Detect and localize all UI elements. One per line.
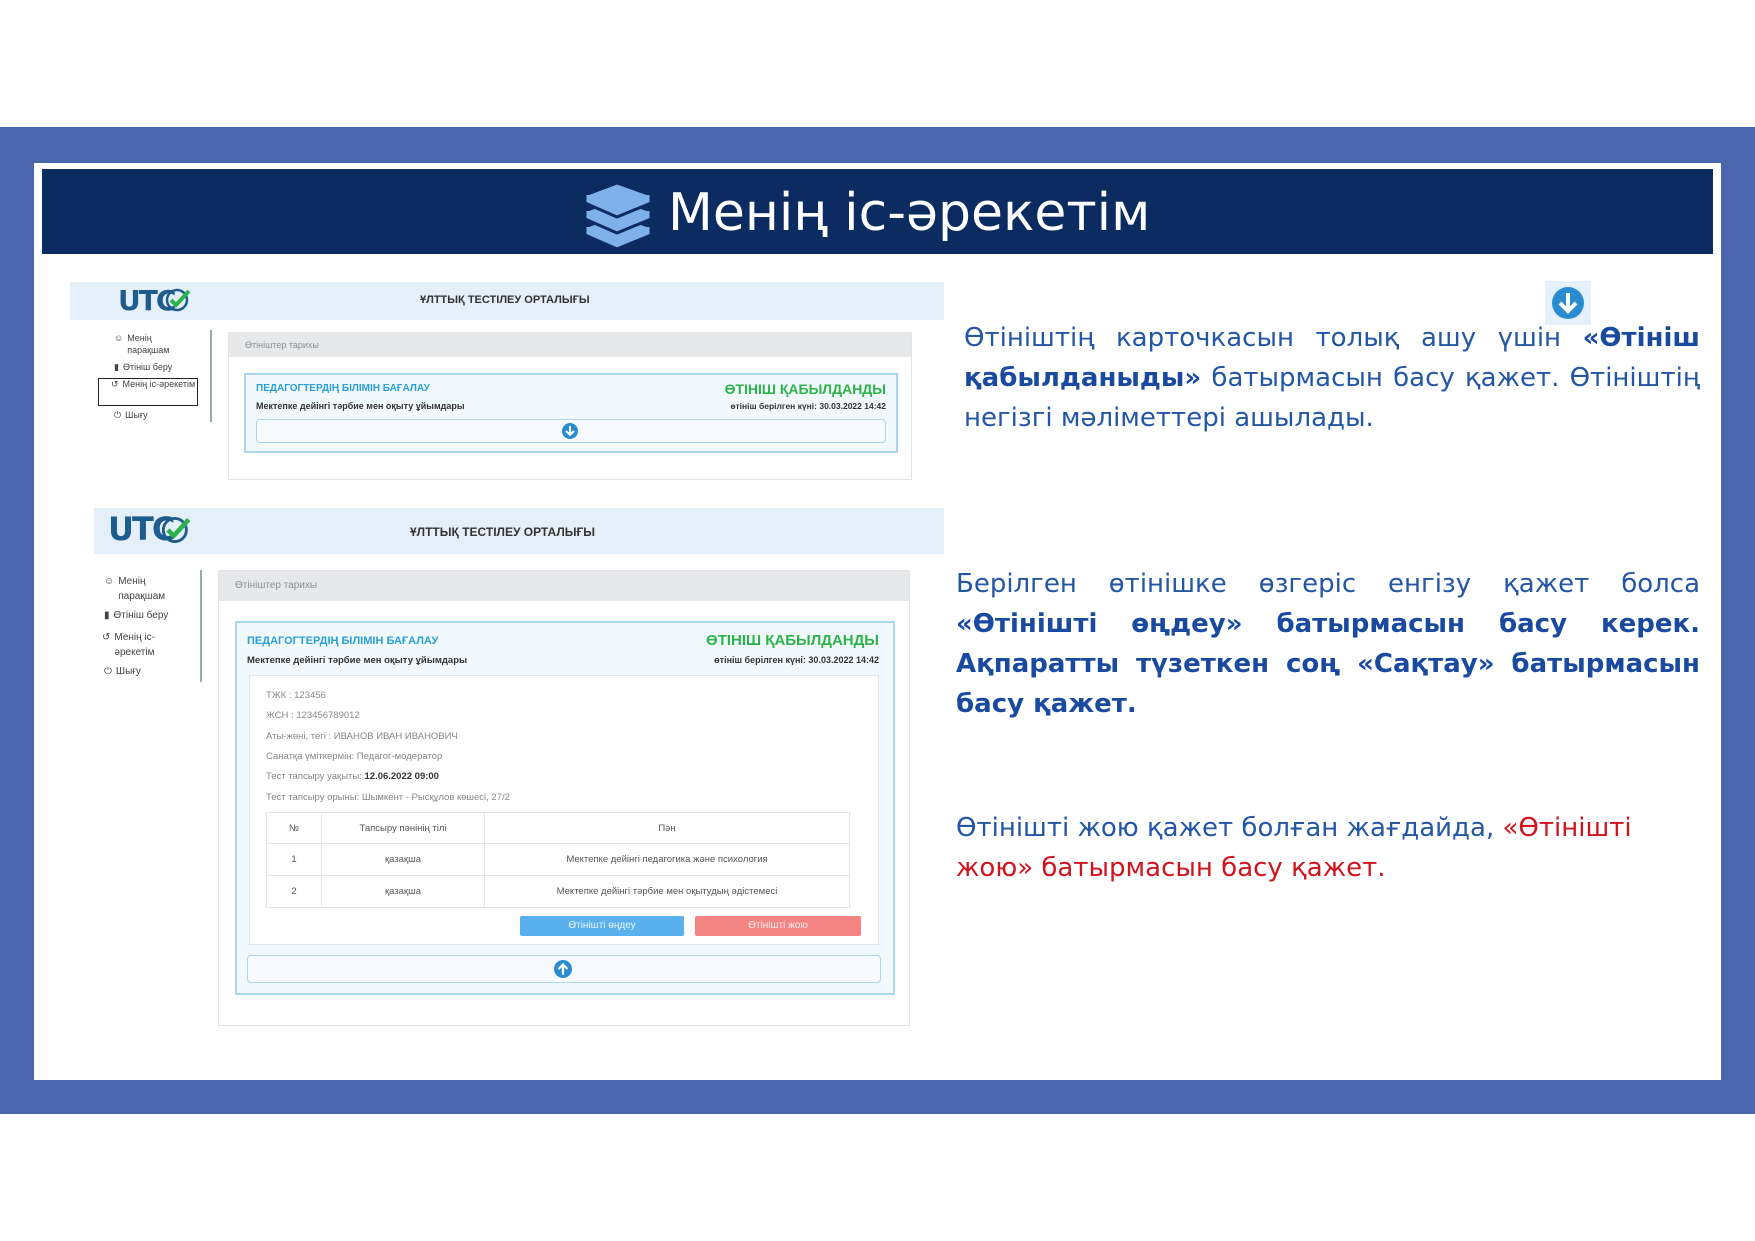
sidebar-divider [210,330,212,422]
collapse-toggle[interactable] [247,955,881,983]
history-panel [218,570,910,1026]
detail-iin: ЖСН : 123456789012 [266,710,360,721]
arrow-down-icon [1552,287,1584,319]
application-card[interactable] [244,373,898,453]
slide-title: Менің іс-әрекетім [668,183,1151,243]
detail-place: Тест тапсыру орыны: Шымкент - Рысқұлов көшесі, 27/2 [266,792,510,803]
card-subtitle: Мектепке дейінгі тәрбие мен оқыту ұйымдары [247,655,468,666]
subjects-table [266,812,850,908]
table-header: Пән [485,813,850,844]
sidebar-item-label: Менің парақшам [118,576,166,602]
panel-title: Өтініштер тарихы [229,333,911,357]
detail-time: Тест тапсыру уақыты: 12.06.2022 09:00 [266,771,439,782]
sidebar-item-profile[interactable] [114,332,194,356]
power-icon: ⏻ [104,666,112,677]
history-icon: ↺ [102,632,111,643]
sidebar-item-profile[interactable] [104,574,184,604]
sidebar-item-logout[interactable] [104,666,141,677]
table-header: № [267,813,322,844]
instruction-delete: Өтінішті жою қажет болған жағдайда, «Өтінішті жою» батырмасын басу қажет. [956,813,1632,883]
application-details [249,675,879,945]
sidebar-divider [200,570,202,682]
card-status: ӨТІНІШ ҚАБЫЛДАНДЫ [724,381,886,397]
instruction-edit: Берілген өтінішке өзгеріс енгізу қажет болса «Өтінішті өңдеу» батырмасын басу керек. Ақпаратты түзеткен соң «Сақтау» батырмасын басу қажет. [956,569,1700,719]
sidebar-item-label: Менің парақшам [127,333,170,355]
sidebar-item-label: Менің іс-әрекетім [114,632,155,658]
sidebar-item-label: Өтініш беру [113,610,169,621]
app-header [70,282,944,320]
history-panel [228,332,912,480]
detail-tzk: ТЖК : 123456 [266,690,326,701]
table-header: Тапсыру пәнінің тілі [322,813,485,844]
card-date: өтініш берілген күні: 30.03.2022 14:42 [714,655,879,665]
user-icon: ☺ [104,576,115,587]
card-date: өтініш берілген күні: 30.03.2022 14:42 [730,401,886,411]
sidebar-item-history[interactable] [102,630,172,660]
sidebar-item-apply[interactable] [114,362,172,373]
application-card[interactable] [235,621,895,995]
check-logo-icon [165,288,191,312]
sidebar-item-history[interactable] [98,378,198,406]
check-logo-icon [161,516,191,544]
sidebar-item-label: Шығу [115,666,141,677]
screenshot-collapsed [70,282,944,482]
header-title: ҰЛТТЫҚ ТЕСТІЛЕУ ОРТАЛЫҒЫ [410,525,596,539]
sidebar-item-label: Менің іс-әрекетім [122,379,196,389]
detail-category: Санатқа үміткермін: Педагог-модератор [266,751,443,762]
delete-application-button[interactable]: Өтінішті жою [695,916,861,936]
instruction-expand: Өтініштің карточкасын толық ашу үшін «Өтініш қабылданыды» батырмасын басу қажет. Өтініштің негізгі мәліметтері ашылады. [964,323,1700,433]
logo: UTC [108,510,174,548]
logo: UTC [118,284,175,317]
title-bar [42,169,1713,254]
arrow-down-icon [562,423,578,439]
sidebar-item-apply[interactable] [104,610,168,621]
app-header [94,508,944,554]
edit-application-button[interactable]: Өтінішті өңдеу [520,916,684,936]
sidebar-item-logout[interactable] [114,410,148,421]
table-row: 2 қазақша Мектепке дейінгі тәрбие мен оқытудың әдістемесі [267,876,850,908]
power-icon: ⏻ [114,410,122,420]
table-row: 1 қазақша Мектепке дейінгі педагогика және психология [267,844,850,876]
sidebar-item-label: Өтініш беру [122,362,173,372]
books-stack-icon [577,177,657,251]
screenshot-expanded [94,508,944,1028]
detail-name: Аты-жөні, тегі : ИВАНОВ ИВАН ИВАНОВИЧ [266,731,458,742]
sidebar-item-label: Шығу [125,410,148,420]
card-status: ӨТІНІШ ҚАБЫЛДАНДЫ [706,632,879,649]
document-icon: ▮ [104,610,110,621]
history-icon: ↺ [111,379,119,389]
card-subtitle: Мектепке дейінгі тәрбие мен оқыту ұйымдары [256,401,465,411]
card-title: ПЕДАГОГТЕРДІҢ БІЛІМІН БАҒАЛАУ [247,635,439,647]
arrow-up-icon [554,960,572,978]
panel-title: Өтініштер тарихы [219,571,909,601]
card-title: ПЕДАГОГТЕРДІҢ БІЛІМІН БАҒАЛАУ [256,383,430,394]
document-icon: ▮ [114,362,119,372]
expand-toggle[interactable] [256,419,886,443]
user-icon: ☺ [114,333,124,343]
header-title: ҰЛТТЫҚ ТЕСТІЛЕУ ОРТАЛЫҒЫ [420,294,590,306]
